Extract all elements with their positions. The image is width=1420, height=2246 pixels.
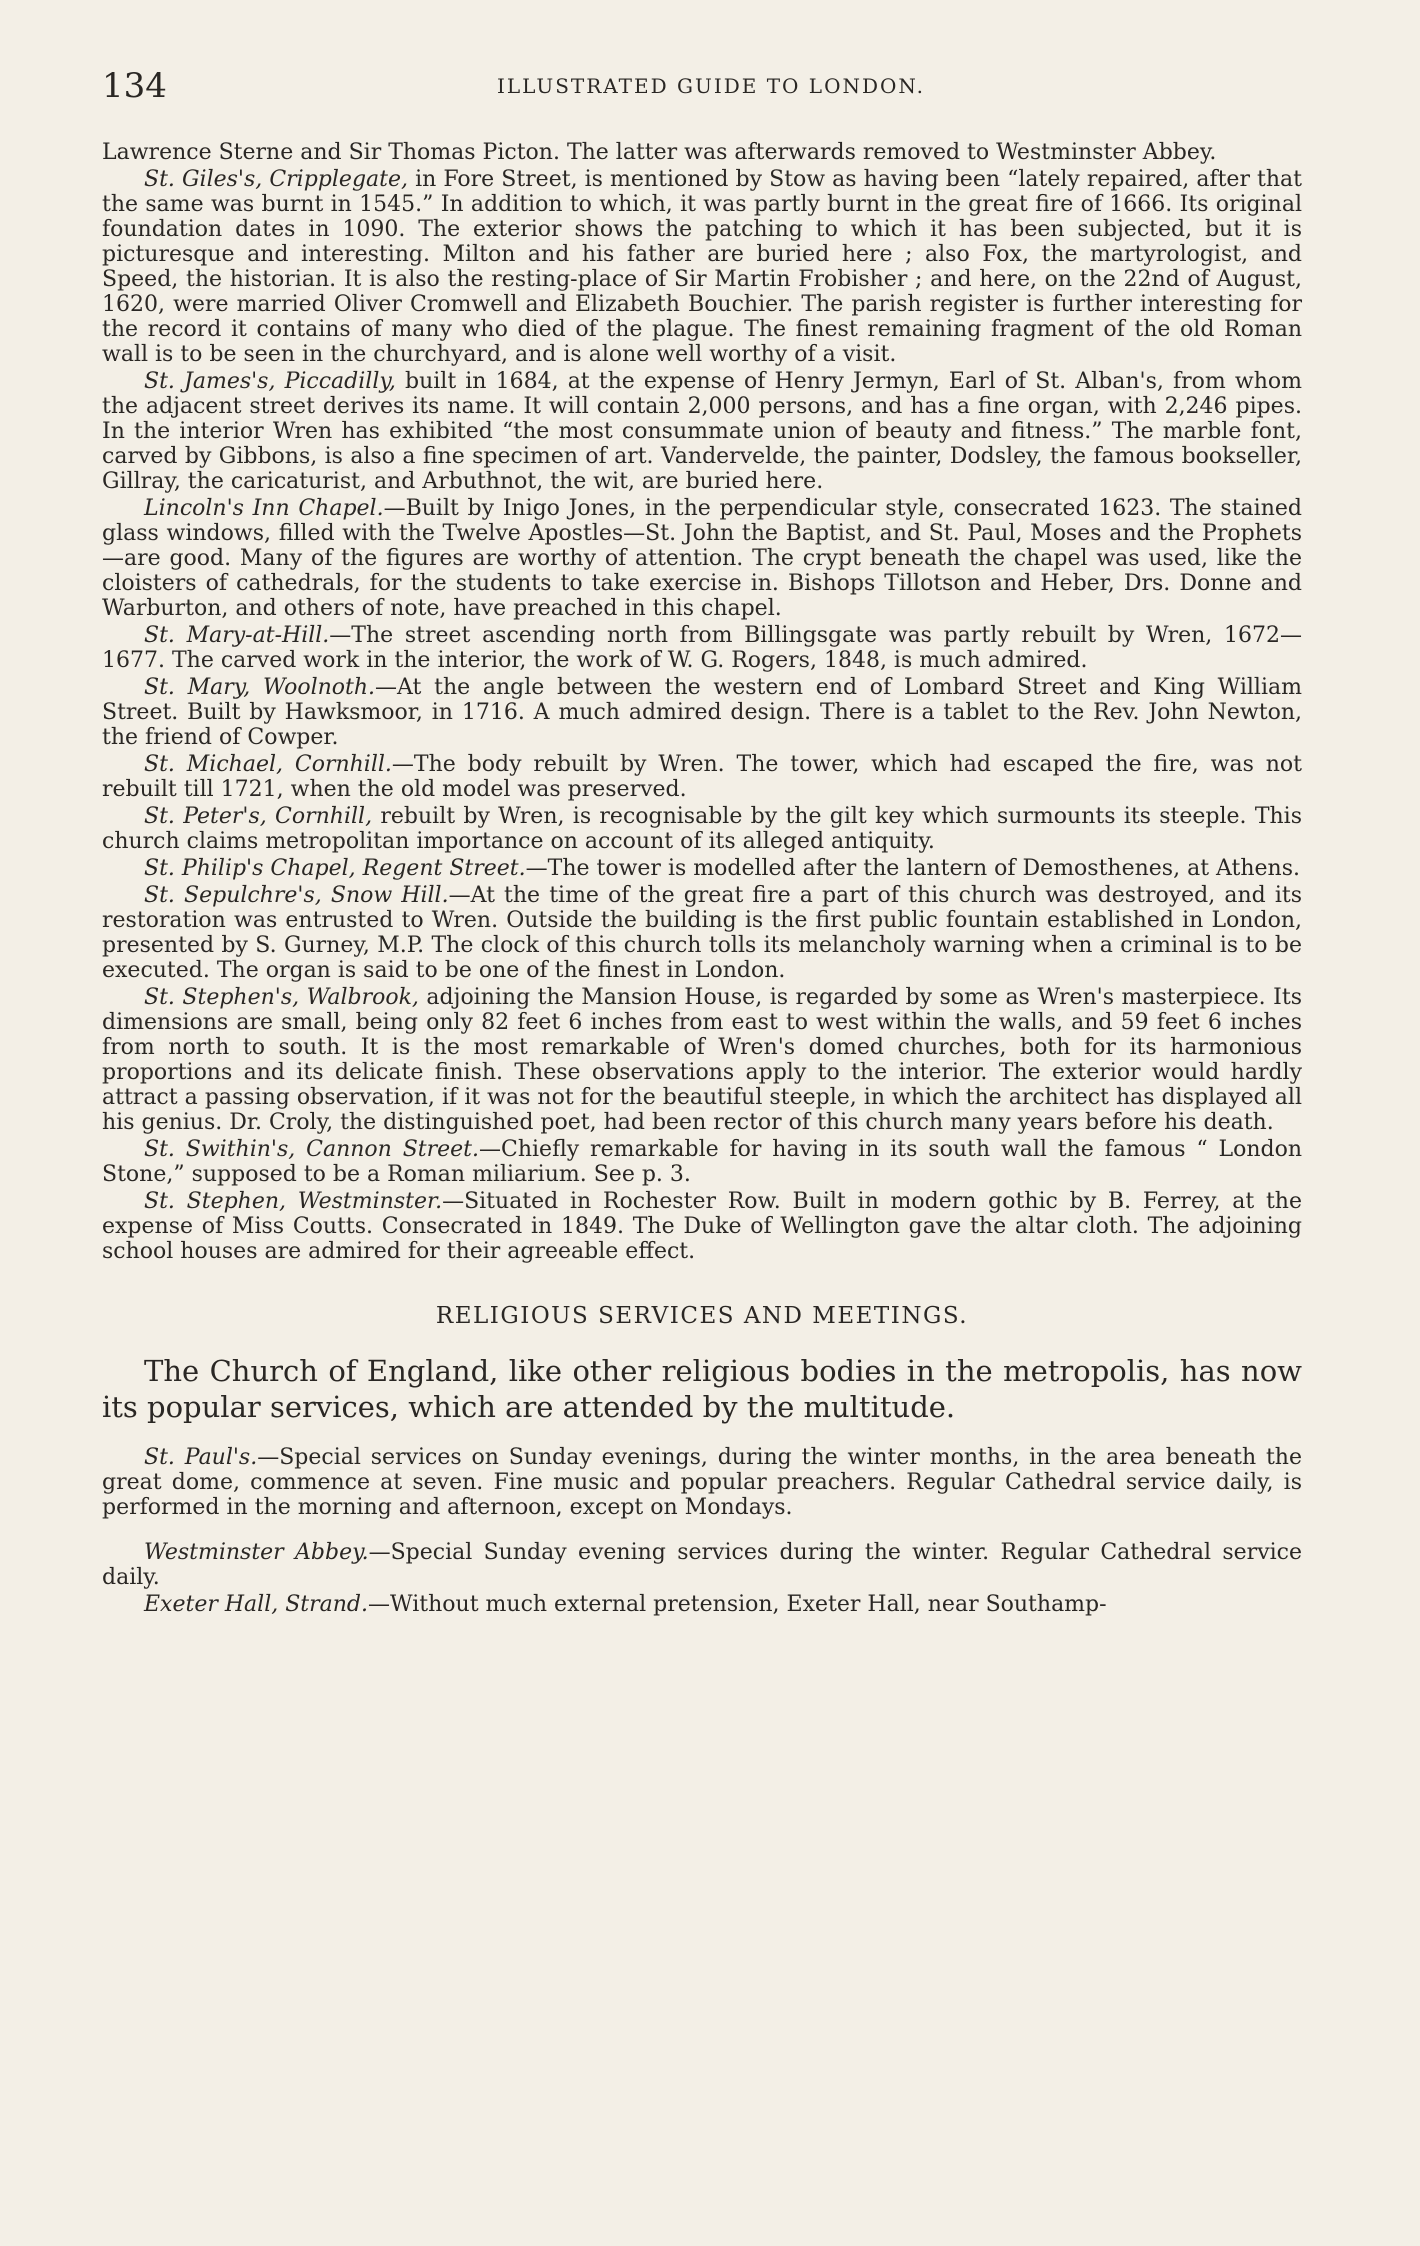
paragraph [102, 752, 1302, 802]
paragraph-title: St. Michael, Cornhill. [144, 752, 392, 777]
paragraph [102, 1189, 1302, 1264]
paragraph-text: —Situated in Rochester Row. Built in modern gothic by B. Ferrey, at the expense of Miss Coutts. Consecrated in 1849. The Duke of Wellington gave the altar cloth. The adjoining school houses are admired for their agreeable effect. [102, 1189, 1302, 1264]
running-title: ILLUSTRATED GUIDE TO LONDON. [496, 74, 925, 98]
paragraph-text: —The tower is modelled after the lantern of Demosthenes, at Athens. [525, 856, 1301, 881]
paragraph-title: Exeter Hall, Strand. [144, 1592, 369, 1617]
paragraph-title: St. Mary-at-Hill. [144, 623, 330, 648]
page-body [102, 140, 1302, 1617]
paragraph [102, 804, 1302, 854]
section-heading: RELIGIOUS SERVICES AND MEETINGS. [435, 1303, 969, 1329]
paragraph-title: St. Mary, Woolnoth. [144, 675, 376, 700]
paragraph-text: Lawrence Sterne and Sir Thomas Picton. The latter was afterwards removed to Westminster Abbey. [102, 140, 1217, 165]
section-intro: The Church of England, like other religious bodies in the metropolis, has now its popular services, which are attended by the multitude. [102, 1354, 1302, 1424]
paragraph-title: St. Giles's, Cripplegate, [144, 167, 408, 192]
paragraph [102, 369, 1302, 494]
paragraph-title: St. Paul's. [144, 1445, 258, 1470]
paragraph-text: built in 1684, at the expense of Henry Jermyn, Earl of St. Alban's, from whom the adjacent street derives its name. It will contain 2,000 persons, and has a fine organ, with 2,246 pipes. In the interior Wren has exhibited “the most consummate union of beauty and fitness.” The marble font, carved by Gibbons, is also a fine specimen of art. Vandervelde, the painter, Dodsley, the famous bookseller, Gillray, the caricaturist, and Arbuthnot, the wit, are buried here. [102, 369, 1302, 494]
paragraph-text: —The body rebuilt by Wren. The tower, which had escaped the fire, was not rebuilt till 1721, when the old model was preserved. [102, 752, 1302, 802]
paragraph [102, 1445, 1302, 1520]
paragraph [102, 985, 1302, 1135]
paragraph-text: —At the angle between the western end of Lombard Street and King William Street. Built by Hawksmoor, in 1716. A much admired design. There is a tablet to the Rev. John Newton, the friend of Cowper. [102, 675, 1302, 750]
paragraph [102, 1592, 1302, 1617]
paragraph-title: St. Stephen, Westminster. [144, 1189, 443, 1214]
page-number: 134 [102, 66, 167, 106]
paragraph-text: —Chiefly remarkable for having in its south wall the famous “ London Stone,” supposed to be a Roman miliarium. See p. 3. [102, 1137, 1302, 1187]
paragraph [102, 623, 1302, 673]
paragraph-title: St. James's, Piccadilly, [144, 369, 396, 394]
paragraph [102, 496, 1302, 621]
paragraph [102, 167, 1302, 367]
paragraph [102, 675, 1302, 750]
paragraph-title: Westminster Abbey. [144, 1540, 369, 1565]
paragraph-title: St. Peter's, Cornhill, [144, 804, 373, 829]
page-header [102, 66, 1320, 106]
paragraph-text: —The street ascending north from Billingsgate was partly rebuilt by Wren, 1672—1677. The carved work in the interior, the work of W. G. Rogers, 1848, is much admired. [102, 623, 1302, 673]
paragraph-text: —Without much external pretension, Exeter Hall, near Southamp- [368, 1592, 1107, 1617]
paragraph-text: adjoining the Mansion House, is regarded by some as Wren's masterpiece. Its dimensions are small, being only 82 feet 6 inches from east to west within the walls, and 59 feet 6 inches from north to south. It is the most remarkable of Wren's domed churches, both for its harmonious proportions and its delicate finish. These observations apply to the interior. The exterior would hardly attract a passing observation, if it was not for the beautiful steeple, in which the architect has displayed all his genius. Dr. Croly, the distinguished poet, had been rector of this church many years before his death. [102, 985, 1302, 1135]
paragraph-title: St. Stephen's, Walbrook, [144, 985, 419, 1010]
paragraph-title: St. Philip's Chapel, Regent Street. [144, 856, 526, 881]
paragraph-text: —Special services on Sunday evenings, during the winter months, in the area beneath the great dome, commence at seven. Fine music and popular preachers. Regular Cathedral service daily, is performed in the morning and afternoon, except on Mondays. [102, 1445, 1302, 1520]
paragraph-text: —At the time of the great fire a part of this church was destroyed, and its restoration was entrusted to Wren. Outside the building is the first public fountain established in London, presented by S. Gurney, M.P. The clock of this church tolls its melancholy warning when a criminal is to be executed. The organ is said to be one of the finest in London. [102, 883, 1302, 983]
paragraph [102, 883, 1302, 983]
paragraph-title: St. Swithin's, Cannon Street. [144, 1137, 480, 1162]
paragraph-title: Lincoln's Inn Chapel. [144, 496, 384, 521]
paragraph-text: —Special Sunday evening services during the winter. Regular Cathedral service daily. [102, 1540, 1302, 1590]
paragraph [102, 1540, 1302, 1590]
paragraph-title: St. Sepulchre's, Snow Hill. [144, 883, 449, 908]
paragraph [102, 140, 1302, 165]
paragraph-text: —Built by Inigo Jones, in the perpendicular style, consecrated 1623. The stained glass windows, filled with the Twelve Apostles—St. John the Baptist, and St. Paul, Moses and the Prophets—are good. Many of the figures are worthy of attention. The crypt beneath the chapel was used, like the cloisters of cathedrals, for the students to take exercise in. Bishops Tillotson and Heber, Drs. Donne and Warburton, and others of note, have preached in this chapel. [102, 496, 1302, 621]
paragraph [102, 856, 1302, 881]
paragraph [102, 1137, 1302, 1187]
paragraph-text: rebuilt by Wren, is recognisable by the gilt key which surmounts its steeple. This church claims metropolitan importance on account of its alleged antiquity. [102, 804, 1303, 854]
paragraph-text: in Fore Street, is mentioned by Stow as having been “lately repaired, after that the same was burnt in 1545.” In addition to which, it was partly burnt in the great fire of 1666. Its original foundation dates in 1090. The exterior shows the patching to which it has been subjected, but it is picturesque and interesting. Milton and his father are buried here ; also Fox, the martyrologist, and Speed, the historian. It is also the resting-place of Sir Martin Frobisher ; and here, on the 22nd of August, 1620, were married Oliver Cromwell and Elizabeth Bouchier. The parish register is further interesting for the record it contains of many who died of the plague. The finest remaining fragment of the old Roman wall is to be seen in the churchyard, and is alone well worthy of a visit. [102, 167, 1302, 367]
